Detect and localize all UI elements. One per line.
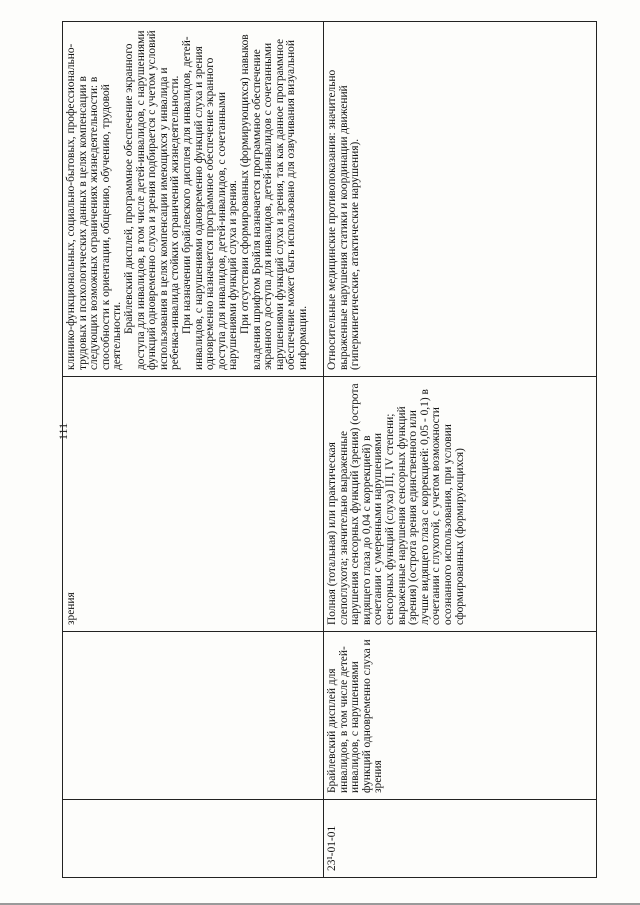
item-name: Брайлевский дисплей для инвалидов, в том числе детей-инвалидов, с нарушениями функций одновременно слуха и зрения — [324, 632, 597, 800]
description-paragraph: При отсутствии сформированных (формирующихся) навыков владения шрифтом Брайля назначается программное обеспечение экранного доступа для инвалидов, детей-инвалидов с сочетанными нарушениями функций слуха и зрения, так как данное программное обеспечение может быть использовано для озвучивания визуальной информации. — [238, 34, 309, 370]
table-cell: зрения — [63, 377, 324, 632]
description-paragraph: При назначении брайлевского дисплея для инвалидов, детей-инвалидов, с нарушениями одновременно функций слуха и зрения одновременно назначается программное обеспечение экранного доступа для инвалидов, детей-инвалидов, с сочетанными нарушениями функций слуха и зрения. — [180, 36, 240, 370]
table-row — [63, 22, 324, 878]
description-paragraph: клинико-функциональных, социально-бытовых, профессионально-трудовых и психологических данных в целях компенсации в следующих возможных ограничениях жизнедеятельности: в способности к ориентации, общению, обучению, трудовой деятельности. — [65, 43, 124, 370]
rotated-table-block — [62, 22, 584, 878]
medical-indications: Полная (тотальная) или практическая слепоглухота; значительно выраженные нарушения сенсорных функций (зрения) (острота видящего глаза до 0,04 с коррекцией) в сочетании с умеренными нарушениями сенсорных функций (слуха) III, IV степени; выраженные нарушения сенсорных функций (зрения) (острота зрения единственного или лучше видящего глаза с коррекцией: 0,05 - 0,1) в сочетании с глухотой, с учетом возможности осознанного использования, при условии сформированных (формирующихся) — [324, 377, 597, 632]
page-number: 111 — [56, 422, 70, 440]
description-cell — [63, 22, 324, 377]
medical-contraindications: Относительные медицинские противопоказания: значительно выраженные нарушения статики и координации движений (гиперкинетические, атактические нарушения). — [324, 22, 597, 377]
item-code: 23¹-01-01 — [324, 800, 597, 878]
document-table — [62, 21, 597, 878]
description-paragraph: Брайлевский дисплей, программное обеспечение экранного доступа для инвалидов, в том числе детей-инвалидов, с нарушениями функций одновременно слуха и зрения подбирается с учетом условий использования в целях компенсации имеющихся у инвалида и ребенка-инвалида стойких ограничений жизнедеятельности. — [122, 30, 182, 370]
table-cell — [63, 632, 324, 800]
table-row — [324, 22, 597, 878]
table-cell — [63, 800, 324, 878]
